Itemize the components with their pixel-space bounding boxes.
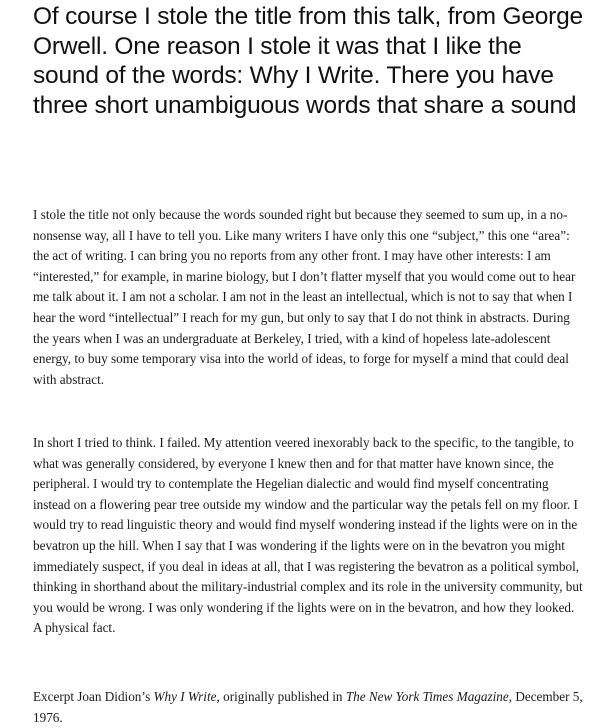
citation: [33, 687, 585, 728]
citation-publication: The New York Times Magazine: [345, 689, 509, 704]
citation-middle: , originally published in: [216, 689, 346, 704]
citation-suffix: , December 5, 1976.: [33, 689, 583, 725]
article: [33, 0, 588, 725]
citation-prefix: Excerpt Joan Didion’s: [33, 689, 154, 704]
body-paragraph-2: In short I tried to think. I failed. My attention veered inexorably back to the specific, to the tangible, to what was generally considered, by everyone I knew then and for that matter have known since, the peripheral. I would try to contemplate the Hegelian dialectic and would find myself concentrating instead on a flowering pear tree outside my window and the particular way the petals fell on my floor. I would try to read linguistic theory and would find myself wondering instead if the lights were on in the bevatron up the hill. When I say that I was wondering if the lights were on in the bevatron you might immediately suspect, if you deal in ideas at all, that I was registering the bevatron as a political symbol, thinking in shorthand about the military-industrial complex and its role in the university community, but you would be wrong. I was only wondering if the lights were on in the bevatron, and how they looked. A physical fact.: [33, 435, 583, 636]
article-headline: Of course I stole the title from this talk, from George Orwell. One reason I stole it was that I like the sound of the words: Why I Write. There you have three short unambiguous words that share a sound: [33, 3, 583, 119]
citation-book-title: Why I Write: [153, 689, 217, 704]
body-paragraph-1: I stole the title not only because the words sounded right but because they seemed to sum up, in a no-nonsense way, all I have to tell you. Like many writers I have only this one “subject,” this one “area”: the act of writing. I can bring you no reports from any other front. I may have other interests: I am “interested,” for example, in marine biology, but I don’t flatter myself that you would come out to hear me talk about it. I am not a scholar. I am not in the least an intellectual, which is not to say that when I hear the word “intellectual” I reach for my gun, but only to say that I do not think in abstracts. During the years when I was an undergraduate at Berkeley, I tried, with a kind of hopeless late-adolescent energy, to buy some temporary visa into the world of ideas, to forge for myself a mind that could deal with abstract.: [33, 207, 576, 387]
